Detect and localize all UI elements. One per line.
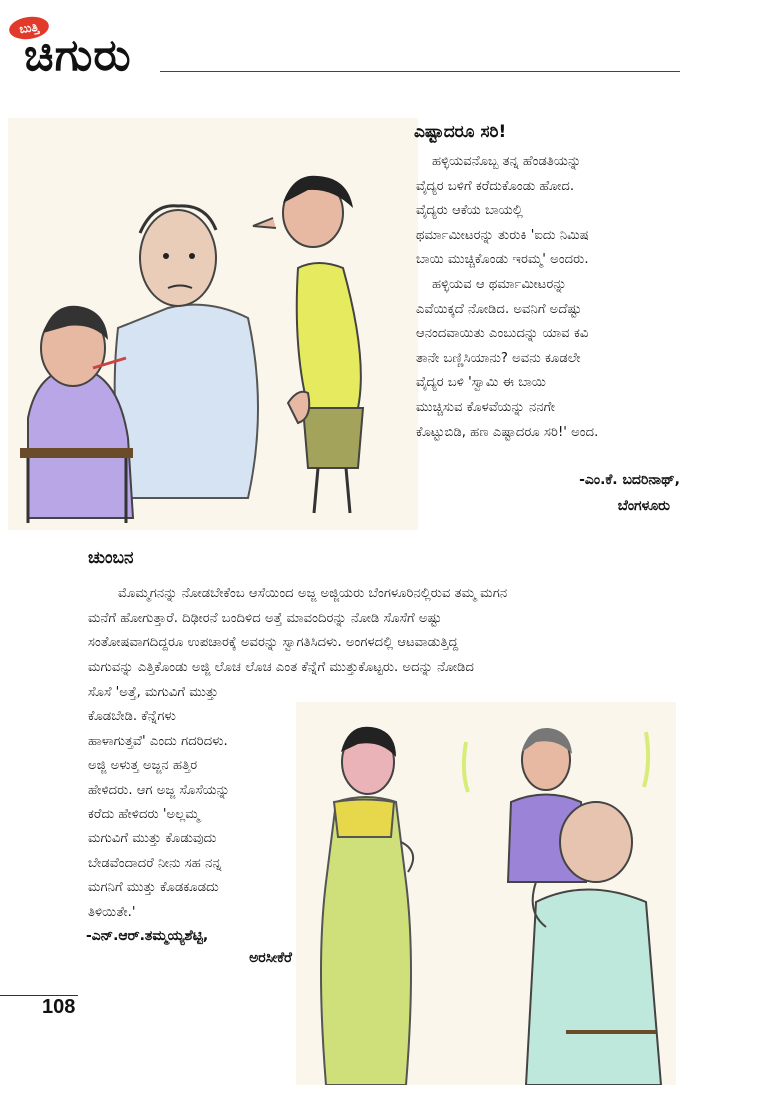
story-1-line: ವೈದ್ಯರ ಬಳಿಗೆ ಕರೆದುಕೊಂಡು ಹೋದ. <box>416 178 575 194</box>
illustration-panel-1 <box>8 118 418 530</box>
story-2-title: ಚುಂಬನ <box>88 548 134 568</box>
story-2-line: ಕರೆದು ಹೇಳಿದರು 'ಅಲ್ಲಮ್ಮ <box>88 807 200 823</box>
story-1-line: ತಾನೇ ಬಣ್ಣಿಸಿಯಾನು? ಅವನು ಕೂಡಲೇ <box>416 350 581 366</box>
story-2-line: ಮಗುವನ್ನು ಎತ್ತಿಕೊಂಡು ಅಜ್ಜಿ ಲೊಚ ಲೊಚ ಎಂತ ಕೆನ್ನೆಗೆ ಮುತ್ತುಕೊಟ್ಟರು. ಅದನ್ನು ನೋಡಿದ <box>88 659 475 675</box>
story-2-line: ಕೊಡಬೇಡಿ. ಕೆನ್ನೆಗಳು <box>88 709 176 725</box>
story-1-line: ವೈದ್ಯರು ಆಕೆಯ ಬಾಯಲ್ಲಿ <box>416 203 523 219</box>
story-2-line: ಮಗನಿಗೆ ಮುತ್ತು ಕೊಡಕೂಡದು <box>88 880 219 896</box>
story-2-line: ಅಜ್ಜಿ ಅಳುತ್ತ ಅಜ್ಜನ ಹತ್ತಿರ <box>88 758 198 774</box>
story-1-body <box>416 150 674 445</box>
story-2-line: ಮಗುವಿಗೆ ಮುತ್ತು ಕೊಡುವುದು <box>88 831 217 847</box>
story-1-place: ಬೆಂಗಳೂರು <box>617 498 670 514</box>
story-2-line: ಹೇಳಿದರು. ಆಗ ಅಜ್ಜ ಸೊಸೆಯನ್ನು <box>88 782 230 798</box>
story-2-line: ತಿಳಿಯಿತೇ.' <box>88 904 136 920</box>
story-1-line: ಹಳ್ಳಿಯವ ಆ ಥರ್ಮಾಮೀಟರನ್ನು <box>432 276 567 292</box>
story-2-line: ಹಾಳಾಗುತ್ತವೆ' ಎಂದು ಗದರಿದಳು. <box>88 733 228 749</box>
story-1-author: -ಎಂ.ಕೆ. ಬದರಿನಾಥ್, <box>579 472 680 488</box>
story-2-place: ಅರಸೀಕೆರೆ <box>249 950 292 966</box>
section-title: ಚಿಗುರು <box>24 30 132 81</box>
story-1-line: ಎವೆಯಿಕ್ಕದೆ ನೋಡಿದ. ಅವನಿಗೆ ಅದೆಷ್ಟು <box>416 301 582 317</box>
story-1-line: ಬಾಯಿ ಮುಚ್ಚಿಕೊಂಡು ಇರಮ್ಮ' ಅಂದರು. <box>416 252 589 268</box>
story-2-line: ಮೊಮ್ಮಗನನ್ನು ನೋಡಬೇಕೆಂಬ ಆಸೆಯಿಂದ ಅಜ್ಜ ಅಜ್ಜಿಯರು ಬೆಂಗಳೂರಿನಲ್ಲಿರುವ ತಮ್ಮ ಮಗನ <box>118 586 508 601</box>
story-1-line: ಮುಚ್ಚಿಸುವ ಕೊಳವೆಯನ್ನು ನನಗೇ <box>416 399 556 415</box>
story-2-body <box>88 681 296 925</box>
story-1-title: ಎಷ್ಟಾದರೂ ಸರಿ! <box>414 122 507 142</box>
story-1-line: ಕೊಟ್ಟುಬಿಡಿ, ಹಣ ಎಷ್ಟಾದರೂ ಸರಿ!' ಅಂದ. <box>416 424 599 440</box>
story-1-line: ವೈದ್ಯರ ಬಳಿ 'ಸ್ವಾಮಿ ಈ ಬಾಯಿ <box>416 375 547 391</box>
story-2-line: ಬೇಡವೆಂದಾದರೆ ನೀನು ಸಹ ನನ್ನ <box>88 855 222 871</box>
story-2-line: ಸೊಸೆ 'ಅತ್ತೆ, ಮಗುವಿಗೆ ಮುತ್ತು <box>88 685 219 700</box>
story-2-line: ಮನೆಗೆ ಹೋಗುತ್ತಾರೆ. ದಿಢೀರನೆ ಬಂದಿಳಿದ ಅತ್ತೆ ಮಾವಂದಿರನ್ನು ನೋಡಿ ಸೊಸೆಗೆ ಅಷ್ಟು <box>88 610 442 626</box>
magazine-logo-badge: ಬುತ್ತಿ <box>8 14 51 41</box>
doctor-clinic-illustration <box>8 118 418 530</box>
illustration-panel-2 <box>296 702 676 1085</box>
story-1-line: ಥರ್ಮಾಮೀಟರನ್ನು ತುರುಕಿ 'ಐದು ನಿಮಿಷ <box>416 227 589 243</box>
story-2-intro <box>88 582 673 680</box>
story-1-line: ಹಳ್ಳಿಯವನೊಬ್ಬ ತನ್ನ ಹೆಂಡತಿಯನ್ನು <box>432 154 582 169</box>
family-scene-illustration <box>296 702 676 1085</box>
header-divider <box>160 71 680 72</box>
story-2-line: ಸಂತೋಷವಾಗದಿದ್ದರೂ ಉಪಚಾರಕ್ಕೆ ಅವರನ್ನು ಸ್ವಾಗತಿಸಿದಳು. ಅಂಗಳದಲ್ಲಿ ಆಟವಾಡುತ್ತಿದ್ದ <box>88 635 459 651</box>
story-1-line: ಆನಂದವಾಯಿತು ಎಂಬುದನ್ನು ಯಾವ ಕವಿ <box>416 326 589 342</box>
story-2-author: -ಎನ್.ಆರ್.ತಮ್ಮಯ್ಯಶೆಟ್ಟಿ, <box>86 928 209 944</box>
page-number: 108 <box>42 996 76 1018</box>
